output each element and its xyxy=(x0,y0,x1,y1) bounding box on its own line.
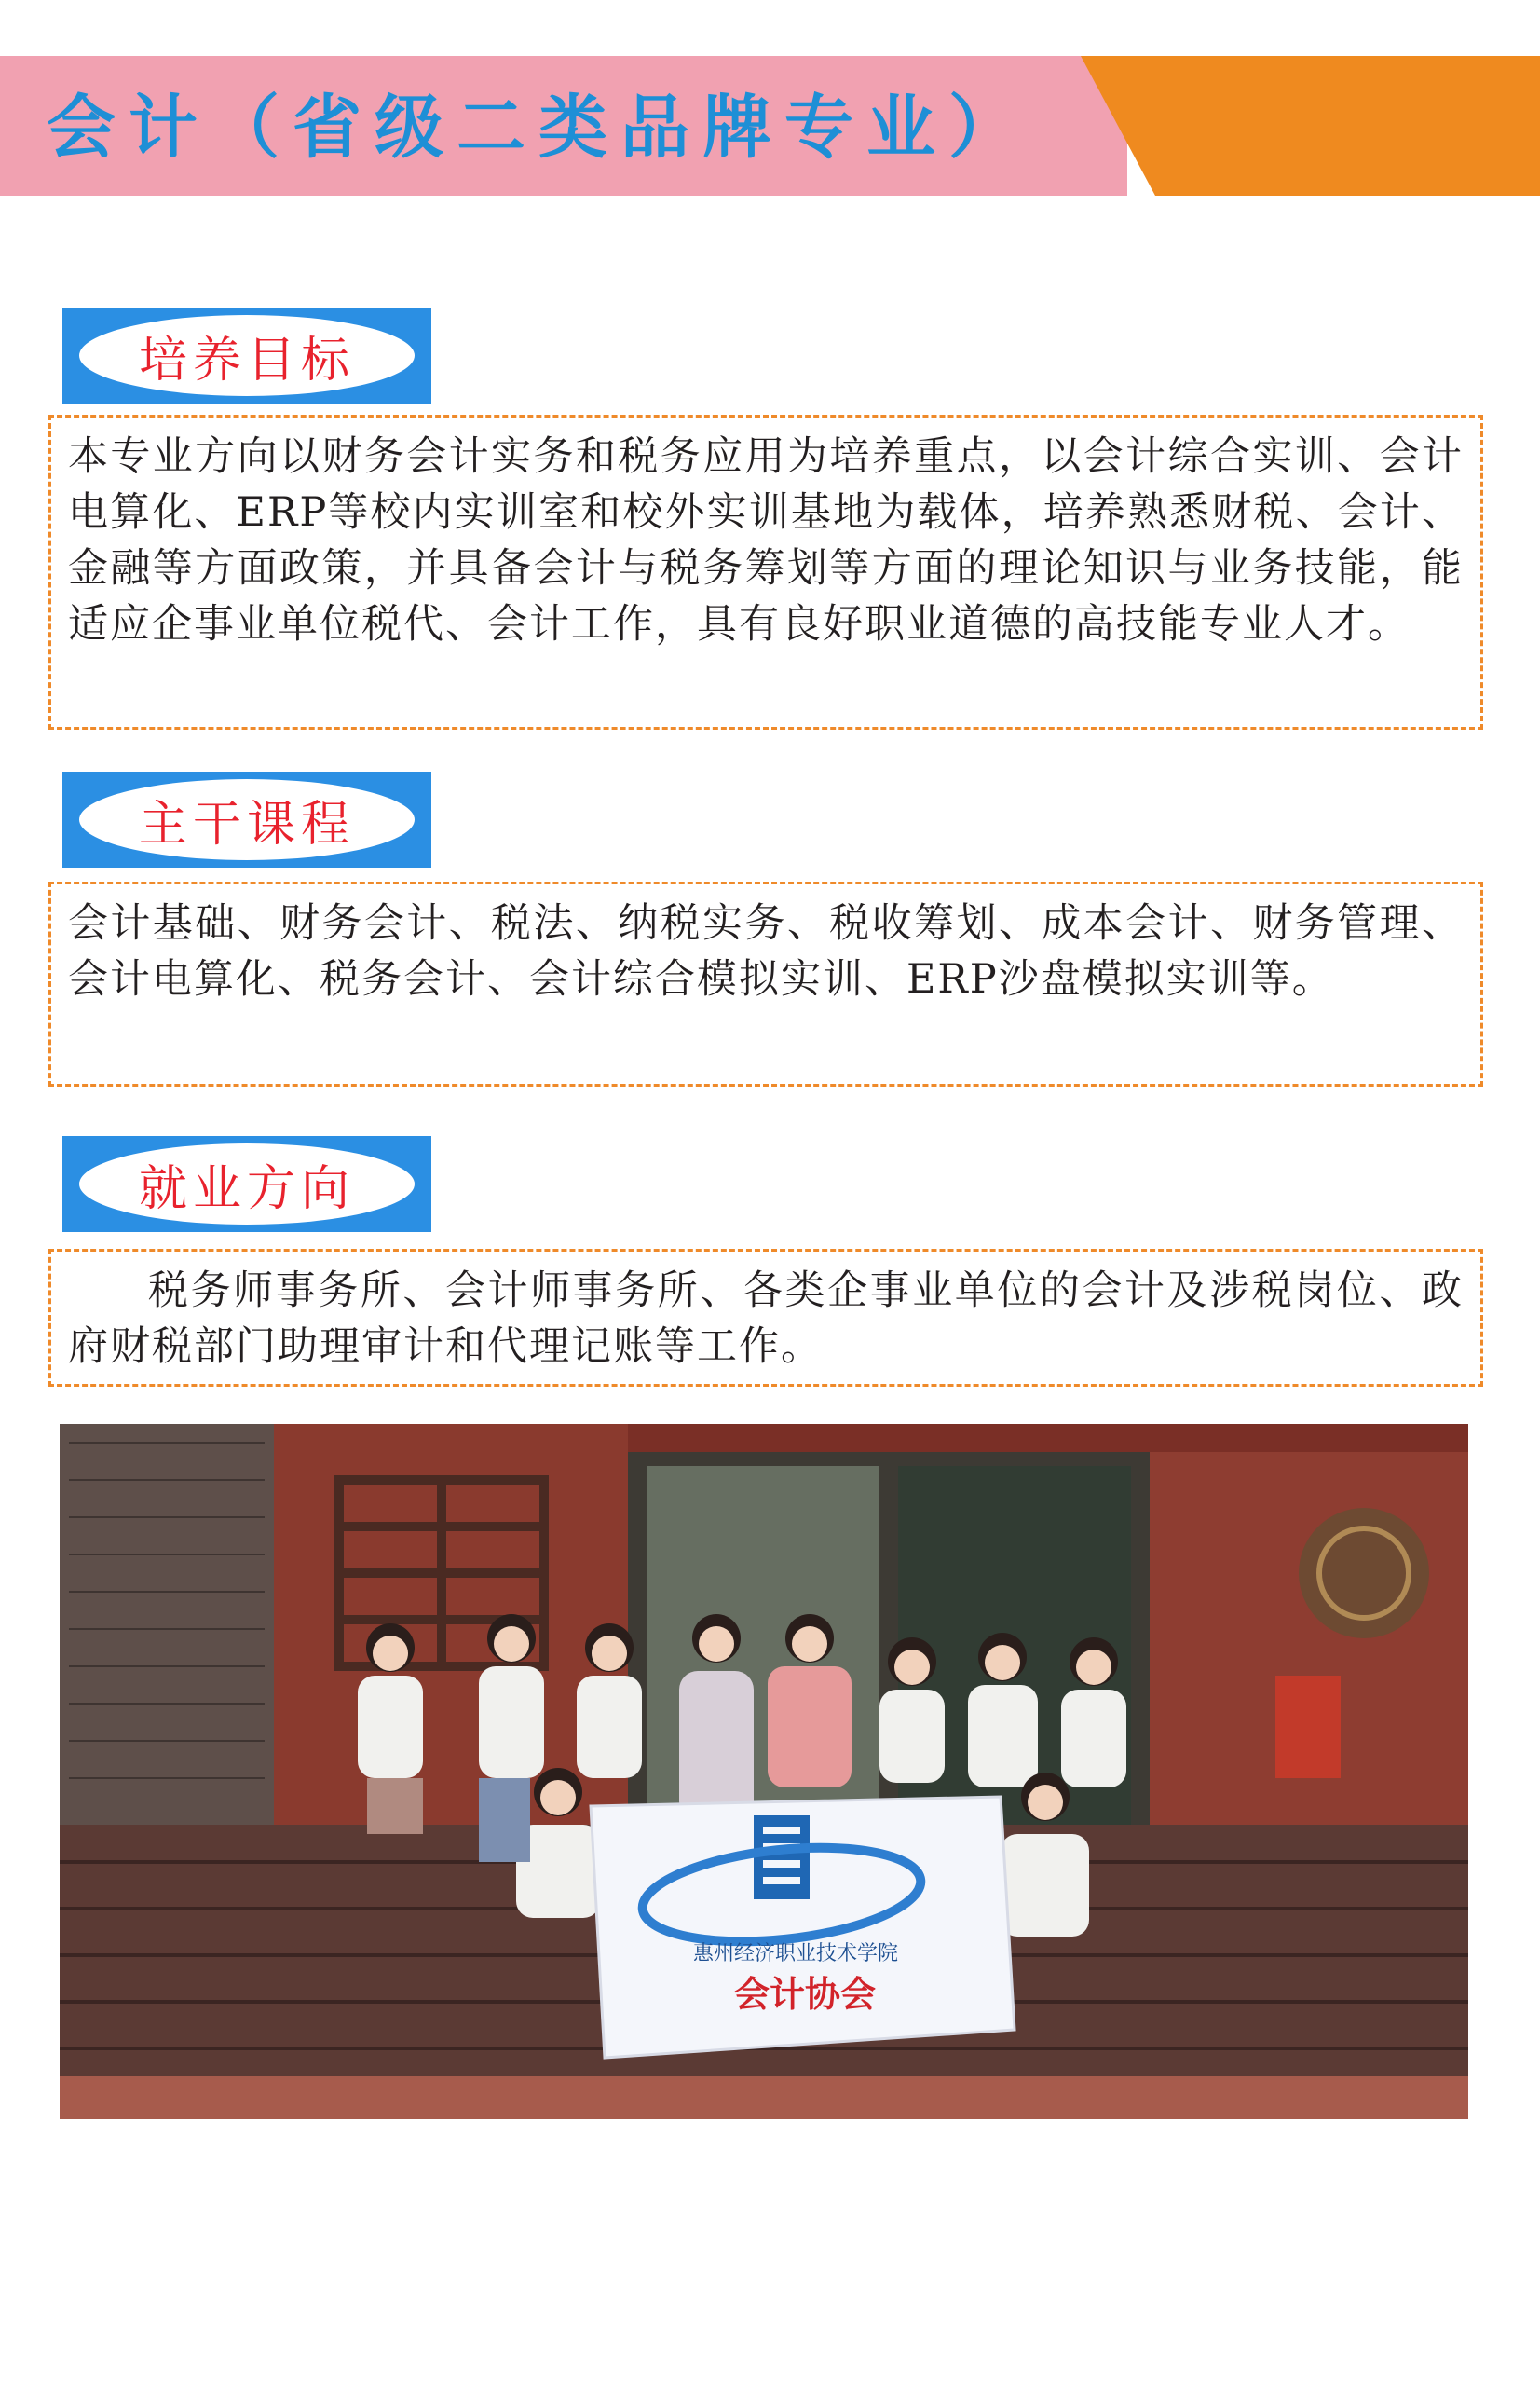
section-heading-goal xyxy=(62,308,431,404)
section-box-goal xyxy=(48,415,1483,730)
section-box-career xyxy=(48,1249,1483,1387)
section-body-goal: 本专业方向以财务会计实务和税务应用为培养重点，以会计综合实训、会计电算化、ERP等校内实训室和校外实训基地为载体，培养熟悉财税、会计、金融等方面政策，并具备会计与税务筹划等方面的理论知识与业务技能，能适应企事业单位税代、会计工作，具有良好职业道德的高技能专业人才。 xyxy=(68,433,1464,648)
heading-oval xyxy=(79,1143,415,1225)
heading-text: 主干课程 xyxy=(138,797,355,853)
section-body-courses: 会计基础、财务会计、税法、纳税实务、税收筹划、成本会计、财务管理、会计电算化、税务会计、会计综合模拟实训、ERP沙盘模拟实训等。 xyxy=(68,900,1464,1003)
heading-oval xyxy=(79,779,415,860)
page-title: 会计（省级二类品牌专业） xyxy=(47,88,1030,168)
section-box-courses xyxy=(48,882,1483,1087)
banner-text: 会计协会 xyxy=(733,1974,877,2015)
heading-oval xyxy=(79,315,415,396)
header-band xyxy=(0,56,1540,196)
group-photo xyxy=(60,1424,1468,2119)
section-heading-career xyxy=(62,1136,431,1232)
heading-text: 就业方向 xyxy=(138,1161,355,1217)
section-body-career: 税务师事务所、会计师事务所、各类企事业单位的会计及涉税岗位、政府财税部门助理审计和代理记账等工作。 xyxy=(68,1267,1464,1370)
group-photo-illustration xyxy=(60,1424,1468,2119)
header-orange-bar xyxy=(1081,56,1540,196)
section-heading-courses xyxy=(62,772,431,868)
heading-text: 培养目标 xyxy=(138,333,355,389)
banner-arc-text: 惠州经济职业技术学院 xyxy=(692,1942,899,1965)
